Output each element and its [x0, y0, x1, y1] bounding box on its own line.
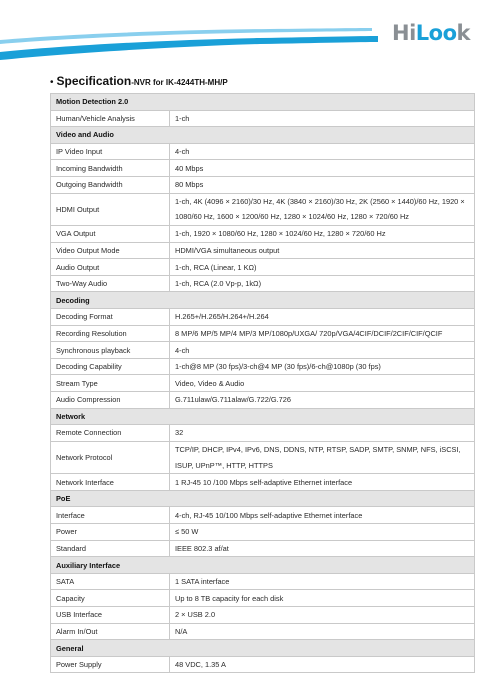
spec-row: [51, 176, 475, 193]
spec-row: [51, 342, 475, 359]
spec-label: Synchronous playback: [51, 342, 170, 359]
spec-value: 4-ch: [170, 143, 475, 160]
spec-label: Incoming Bandwidth: [51, 160, 170, 177]
spec-label: Network Protocol: [51, 441, 170, 474]
spec-value: G.711ulaw/G.711alaw/G.722/G.726: [170, 392, 475, 409]
spec-row: [51, 507, 475, 524]
spec-row: [51, 325, 475, 342]
spec-value: 80 Mbps: [170, 176, 475, 193]
spec-value: N/A: [170, 623, 475, 640]
spec-label: Recording Resolution: [51, 325, 170, 342]
spec-value: 4-ch: [170, 342, 475, 359]
spec-row: [51, 590, 475, 607]
specification-title: [50, 74, 228, 90]
section-title: PoE: [51, 490, 475, 507]
spec-row: [51, 441, 475, 474]
spec-value: 1-ch: [170, 110, 475, 127]
spec-label: Power: [51, 524, 170, 541]
spec-value: 2 × USB 2.0: [170, 607, 475, 624]
section-title: Motion Detection 2.0: [51, 94, 475, 111]
spec-row: [51, 358, 475, 375]
spec-label: Stream Type: [51, 375, 170, 392]
spec-row: [51, 474, 475, 491]
spec-label: Power Supply: [51, 656, 170, 673]
title-bullet: •: [50, 77, 54, 88]
section-title: General: [51, 640, 475, 657]
section-header-row: [51, 292, 475, 309]
spec-row: [51, 375, 475, 392]
spec-row: [51, 573, 475, 590]
spec-value: 8 MP/6 MP/5 MP/4 MP/3 MP/1080p/UXGA/ 720p/VGA/4CIF/DCIF/2CIF/CIF/QCIF: [170, 325, 475, 342]
spec-label: Two-Way Audio: [51, 275, 170, 292]
hilook-logo: HiLook: [392, 21, 470, 45]
spec-value: 1-ch@8 MP (30 fps)/3-ch@4 MP (30 fps)/6-ch@1080p (30 fps): [170, 358, 475, 375]
spec-value: Up to 8 TB capacity for each disk: [170, 590, 475, 607]
spec-label: VGA Output: [51, 226, 170, 243]
spec-label: Video Output Mode: [51, 242, 170, 259]
title-main: Specification: [56, 74, 132, 88]
spec-value: 1 RJ-45 10 /100 Mbps self-adaptive Ethernet interface: [170, 474, 475, 491]
spec-row: [51, 143, 475, 160]
spec-label: Alarm In/Out: [51, 623, 170, 640]
spec-value: Video, Video & Audio: [170, 375, 475, 392]
spec-row: [51, 524, 475, 541]
spec-label: Human/Vehicle Analysis: [51, 110, 170, 127]
spec-row: [51, 623, 475, 640]
section-header-row: [51, 640, 475, 657]
spec-row: [51, 275, 475, 292]
spec-label: Capacity: [51, 590, 170, 607]
spec-value: 1-ch, 4K (4096 × 2160)/30 Hz, 4K (3840 × 2160)/30 Hz, 2K (2560 × 1440)/60 Hz, 1920 × 1080/60 Hz, 1600 × 1200/60 Hz, 1280 × 1024/60 Hz, 1280 × 720/60 Hz: [170, 193, 475, 226]
spec-value: 40 Mbps: [170, 160, 475, 177]
spec-value: 32: [170, 425, 475, 442]
spec-label: Network Interface: [51, 474, 170, 491]
spec-row: [51, 193, 475, 226]
spec-label: IP Video Input: [51, 143, 170, 160]
spec-value: 48 VDC, 1.35 A: [170, 656, 475, 673]
page-header: [0, 0, 495, 60]
spec-row: [51, 226, 475, 243]
section-header-row: [51, 127, 475, 144]
title-model: -NVR for IK-4244TH-MH/P: [131, 78, 228, 87]
section-title: Auxiliary Interface: [51, 557, 475, 574]
spec-value: 4-ch, RJ-45 10/100 Mbps self-adaptive Ethernet interface: [170, 507, 475, 524]
section-title: Network: [51, 408, 475, 425]
spec-row: [51, 392, 475, 409]
section-header-row: [51, 557, 475, 574]
spec-label: HDMI Output: [51, 193, 170, 226]
section-title: Decoding: [51, 292, 475, 309]
spec-label: Standard: [51, 540, 170, 557]
specification-table: [50, 93, 475, 673]
section-header-row: [51, 490, 475, 507]
spec-value: 1 SATA interface: [170, 573, 475, 590]
spec-row: [51, 309, 475, 326]
spec-row: [51, 160, 475, 177]
spec-row: [51, 110, 475, 127]
spec-label: Remote Connection: [51, 425, 170, 442]
spec-label: Outgoing Bandwidth: [51, 176, 170, 193]
spec-value: 1-ch, 1920 × 1080/60 Hz, 1280 × 1024/60 Hz, 1280 × 720/60 Hz: [170, 226, 475, 243]
spec-row: [51, 425, 475, 442]
spec-row: [51, 540, 475, 557]
spec-label: Decoding Format: [51, 309, 170, 326]
spec-label: USB Interface: [51, 607, 170, 624]
spec-row: [51, 242, 475, 259]
spec-row: [51, 607, 475, 624]
section-header-row: [51, 408, 475, 425]
spec-value: H.265+/H.265/H.264+/H.264: [170, 309, 475, 326]
spec-value: IEEE 802.3 af/at: [170, 540, 475, 557]
section-title: Video and Audio: [51, 127, 475, 144]
spec-value: 1-ch, RCA (Linear, 1 KΩ): [170, 259, 475, 276]
spec-label: Audio Compression: [51, 392, 170, 409]
spec-value: 1-ch, RCA (2.0 Vp-p, 1kΩ): [170, 275, 475, 292]
spec-row: [51, 656, 475, 673]
spec-value: ≤ 50 W: [170, 524, 475, 541]
spec-label: SATA: [51, 573, 170, 590]
spec-value: HDMI/VGA simultaneous output: [170, 242, 475, 259]
section-header-row: [51, 94, 475, 111]
spec-row: [51, 259, 475, 276]
spec-value: TCP/IP, DHCP, IPv4, IPv6, DNS, DDNS, NTP, RTSP, SADP, SMTP, SNMP, NFS, iSCSI, ISUP, UPnP™, HTTP, HTTPS: [170, 441, 475, 474]
spec-label: Decoding Capability: [51, 358, 170, 375]
spec-label: Audio Output: [51, 259, 170, 276]
spec-label: Interface: [51, 507, 170, 524]
